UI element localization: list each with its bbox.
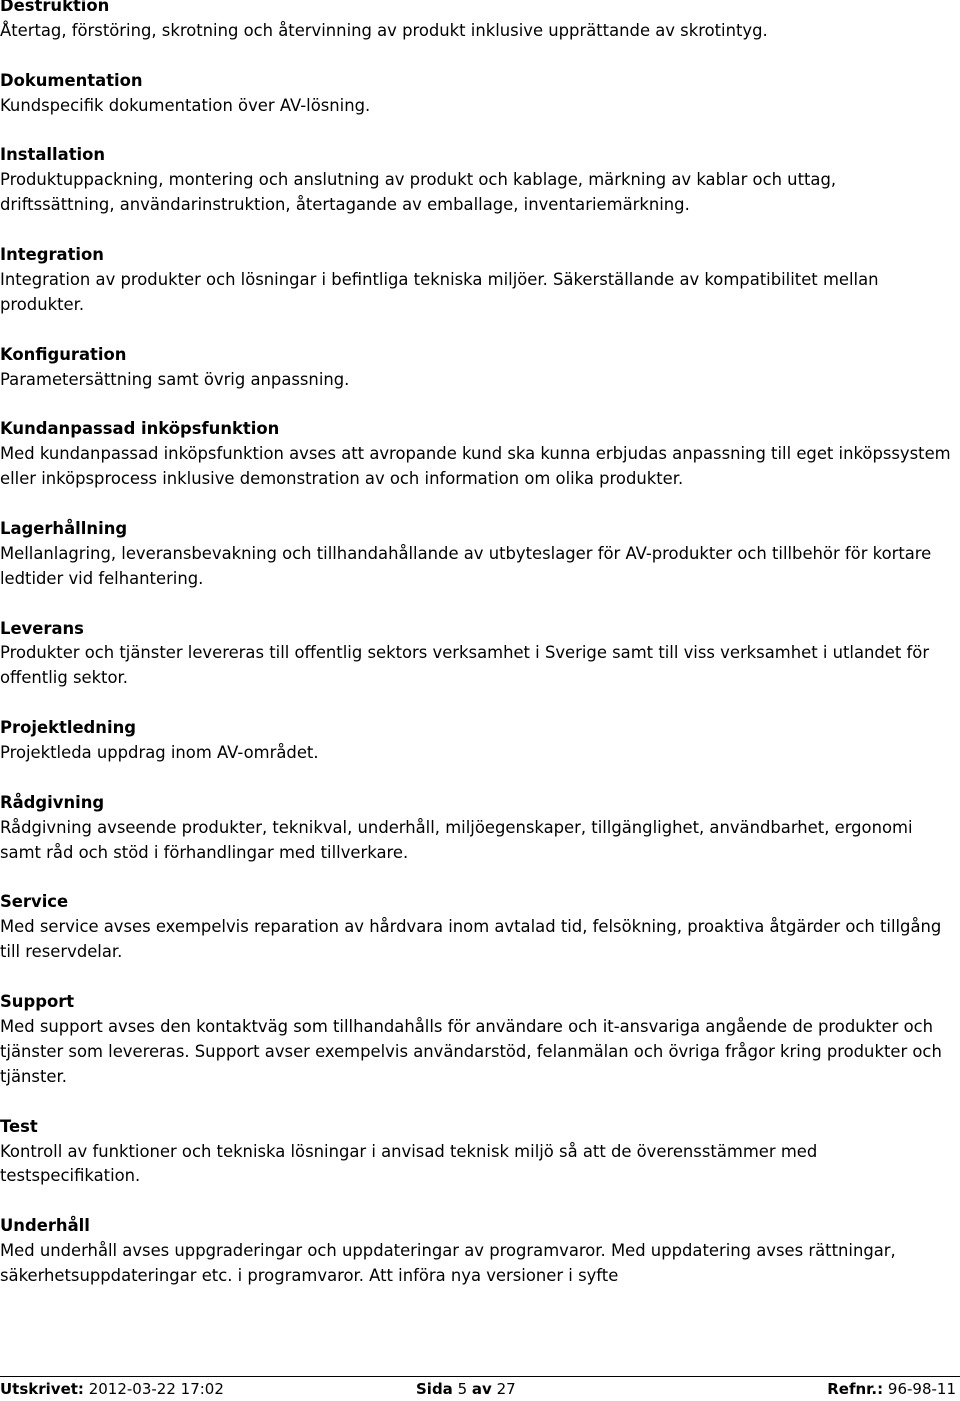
entry-description: Kontroll av funktioner och tekniska lösningar i anvisad teknisk miljö så att de överensstämmer med testspecifikation. bbox=[0, 1141, 818, 1186]
page-label: Sida bbox=[416, 1380, 453, 1398]
entry-description: Återtag, förstöring, skrotning och återvinning av produkt inklusive upprättande av skrotintyg. bbox=[0, 20, 768, 40]
entry-test bbox=[0, 1115, 955, 1190]
entry-konfiguration bbox=[0, 343, 955, 393]
page-total: 27 bbox=[496, 1380, 516, 1398]
entry-term: Destruktion bbox=[0, 0, 110, 15]
entry-term: Support bbox=[0, 992, 75, 1012]
entry-description: Med underhåll avses uppgraderingar och uppdateringar av programvaror. Med uppdatering avses rättningar, säkerhetsuppdateringar etc. i programvaror. Att införa nya versioner i syfte bbox=[0, 1241, 896, 1286]
entry-radgivning bbox=[0, 791, 955, 866]
entry-term: Leverans bbox=[0, 618, 84, 638]
entry-term: Rådgivning bbox=[0, 792, 105, 812]
page-current: 5 bbox=[457, 1380, 468, 1398]
entry-kundanpassad-inkopsfunktion bbox=[0, 417, 955, 492]
entry-description: Mellanlagring, leveransbevakning och tillhandahållande av utbyteslager för AV-produkter och tillbehör för kortare ledtider vid felhantering. bbox=[0, 543, 932, 588]
entry-term: Lagerhållning bbox=[0, 518, 128, 538]
entry-underhall bbox=[0, 1214, 955, 1289]
entry-leverans bbox=[0, 617, 955, 692]
entry-description: Produktuppackning, montering och anslutning av produkt och kablage, märkning av kablar och uttag, driftssättning, användarinstruktion, återtagande av emballage, inventariemärkning. bbox=[0, 170, 837, 215]
entry-installation bbox=[0, 143, 955, 218]
page-number bbox=[416, 1377, 516, 1401]
reference-number bbox=[827, 1377, 956, 1401]
entry-term: Service bbox=[0, 892, 69, 912]
entry-description: Med support avses den kontaktväg som tillhandahålls för användare och it-ansvariga angående de produkter och tjänster som levereras. Support avser exempelvis användarstöd, felanmälan och övriga frågor kring produkter och tjänster. bbox=[0, 1016, 942, 1086]
entry-description: Parametersättning samt övrig anpassning. bbox=[0, 369, 350, 389]
entry-support bbox=[0, 990, 955, 1090]
entry-description: Kundspecifik dokumentation över AV-lösning. bbox=[0, 95, 371, 115]
ref-label: Refnr.: bbox=[827, 1380, 884, 1398]
printed-label: Utskrivet: bbox=[0, 1380, 84, 1398]
entry-dokumentation bbox=[0, 69, 955, 119]
entry-integration bbox=[0, 243, 955, 318]
entry-lagerhallning bbox=[0, 517, 955, 592]
entry-term: Installation bbox=[0, 145, 106, 165]
entry-description: Produkter och tjänster levereras till offentlig sektors verksamhet i Sverige samt till viss verksamhet i utlandet för offentlig sektor. bbox=[0, 643, 930, 688]
entry-description: Integration av produkter och lösningar i befintliga tekniska miljöer. Säkerställande av kompatibilitet mellan produkter. bbox=[0, 269, 879, 314]
entry-term: Projektledning bbox=[0, 718, 136, 738]
entry-term: Underhåll bbox=[0, 1216, 90, 1236]
entry-term: Test bbox=[0, 1116, 38, 1136]
entry-description: Rådgivning avseende produkter, teknikval, underhåll, miljöegenskaper, tillgänglighet, användbarhet, ergonomi samt råd och stöd i förhandlingar med tillverkare. bbox=[0, 817, 913, 862]
entry-description: Med service avses exempelvis reparation av hårdvara inom avtalad tid, felsökning, proaktiva åtgärder och tillgång till reservdelar. bbox=[0, 917, 942, 962]
entry-service bbox=[0, 890, 955, 965]
entry-description: Med kundanpassad inköpsfunktion avses att avropande kund ska kunna erbjudas anpassning till eget inköpssystem eller inköpsprocess inklusive demonstration av och information om olika produkter. bbox=[0, 444, 951, 489]
entry-term: Dokumentation bbox=[0, 70, 143, 90]
entry-destruktion bbox=[0, 0, 955, 44]
page-footer bbox=[0, 1376, 960, 1401]
entry-term: Konfiguration bbox=[0, 344, 127, 364]
printed-date bbox=[0, 1377, 224, 1401]
entry-description: Projektleda uppdrag inom AV-området. bbox=[0, 743, 319, 763]
entry-projektledning bbox=[0, 716, 955, 766]
entry-term: Kundanpassad inköpsfunktion bbox=[0, 419, 280, 439]
printed-value: 2012-03-22 17:02 bbox=[88, 1380, 224, 1398]
entry-term: Integration bbox=[0, 245, 104, 265]
ref-value: 96-98-11 bbox=[887, 1380, 956, 1398]
page-of-label: av bbox=[471, 1380, 492, 1398]
